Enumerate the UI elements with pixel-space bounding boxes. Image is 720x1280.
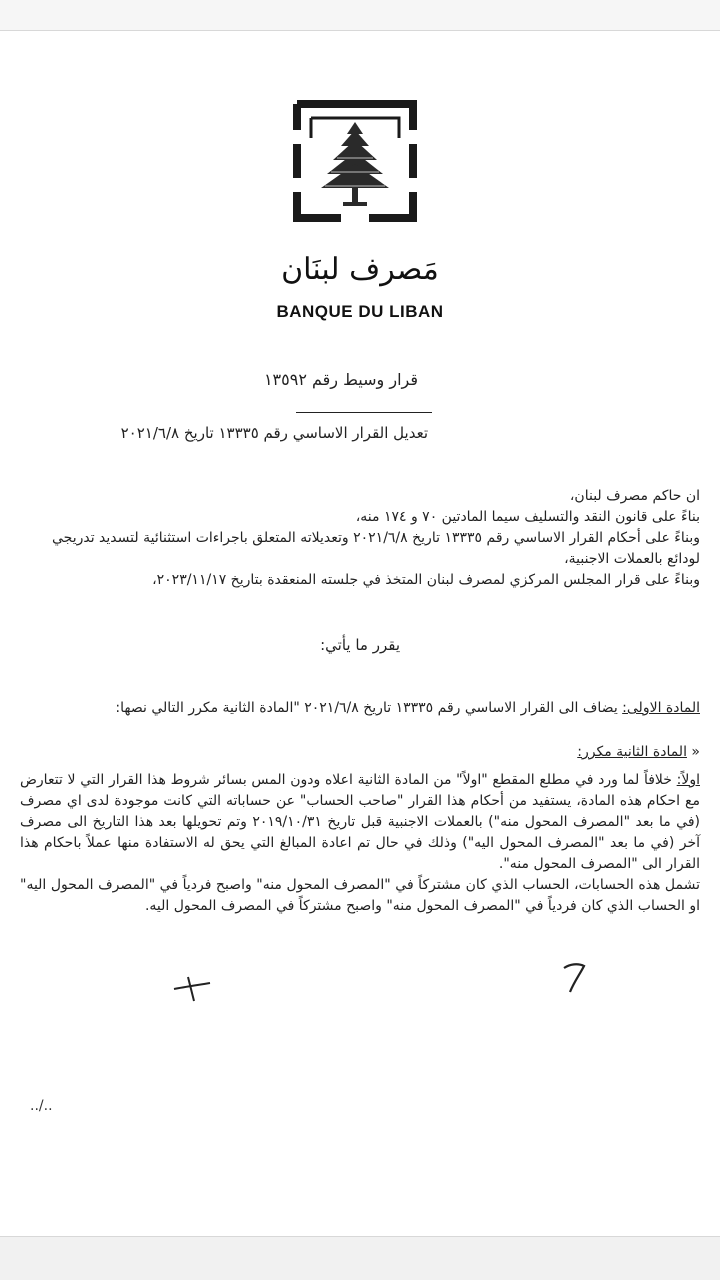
cedar-logo-icon <box>293 100 417 222</box>
paragraph-first <box>20 770 700 875</box>
first-text: خلافاً لما ورد في مطلع المقطع "اولاً" من المادة الثانية اعلاه ودون المس بسائر شروط هذا القرار التي لا تتعارض مع احكام هذه المادة، يستفيد من أحكام هذا القرار "صاحب الحساب" عن حساباته التي كانت موجودة لدى اي مصرف (في ما بعد "المصرف المحول منه") بالعملات الاجنبية قبل تاريخ ٢٠١٩/١٠/٣١ وتم تحويلها بعد هذا التاريخ الى مصرف آخر (في ما بعد "المصرف المحول اليه") وذلك في حال تم اعادة المبالغ التي يحق له الاستفادة منها عملاً باحكام هذا القرار الى "المصرف المحول منه". <box>20 772 700 872</box>
bank-name-french: BANQUE DU LIBAN <box>276 302 444 321</box>
title-underline <box>296 412 432 413</box>
preamble-line: وبناءً على أحكام القرار الاساسي رقم ١٣٣٣٥ تاريخ ٢٠٢١/٦/٨ وتعديلاته المتعلق باجراءات استثنائية لتسديد تدريجي لودائع بالعملات الاجنبية، <box>52 530 700 567</box>
preamble-line: بناءً على قانون النقد والتسليف سيما المادتين ٧٠ و ١٧٤ منه، <box>355 509 700 525</box>
handwritten-mark-icon <box>562 960 586 1003</box>
paragraph-second: تشمل هذه الحسابات، الحساب الذي كان مشتركاً في "المصرف المحول منه" واصبح فردياً في "المصرف المحول اليه" او الحساب الذي كان فردياً في "المصرف المحول منه" واصبح مشتركاً في المصرف المحول اليه. <box>20 877 700 914</box>
article-one-label: المادة الاولى: <box>622 700 700 716</box>
first-label: اولاً: <box>676 772 700 788</box>
continuation-mark: ../.. <box>30 1098 53 1114</box>
article-one-text: يضاف الى القرار الاساسي رقم ١٣٣٣٥ تاريخ ٢٠٢١/٦/٨ "المادة الثانية مكرر التالي نصها: <box>115 700 618 716</box>
preamble <box>20 486 700 591</box>
article-two-heading: المادة الثانية مكرر: <box>577 744 687 760</box>
article-two-body <box>20 770 700 917</box>
handwritten-initial-icon <box>172 975 212 1010</box>
top-bar <box>0 0 720 30</box>
decision-title: قرار وسيط رقم ١٣٥٩٢ <box>263 370 418 389</box>
preamble-line: وبناءً على قرار المجلس المركزي لمصرف لبنان المتخذ في جلسته المنعقدة بتاريخ ٢٠٢٣/١١/١٧، <box>152 572 700 588</box>
bank-name-arabic: مَصرف لبنَان <box>281 252 439 287</box>
article-one <box>20 698 700 719</box>
article-two-heading-row <box>20 744 700 760</box>
resolves-heading: يقرر ما يأتي: <box>320 636 400 654</box>
decision-subject: تعديل القرار الاساسي رقم ١٣٣٣٥ تاريخ ٢٠٢١/٦/٨ <box>120 424 428 442</box>
open-quote: « <box>691 744 700 760</box>
preamble-line: ان حاكم مصرف لبنان، <box>569 488 700 504</box>
